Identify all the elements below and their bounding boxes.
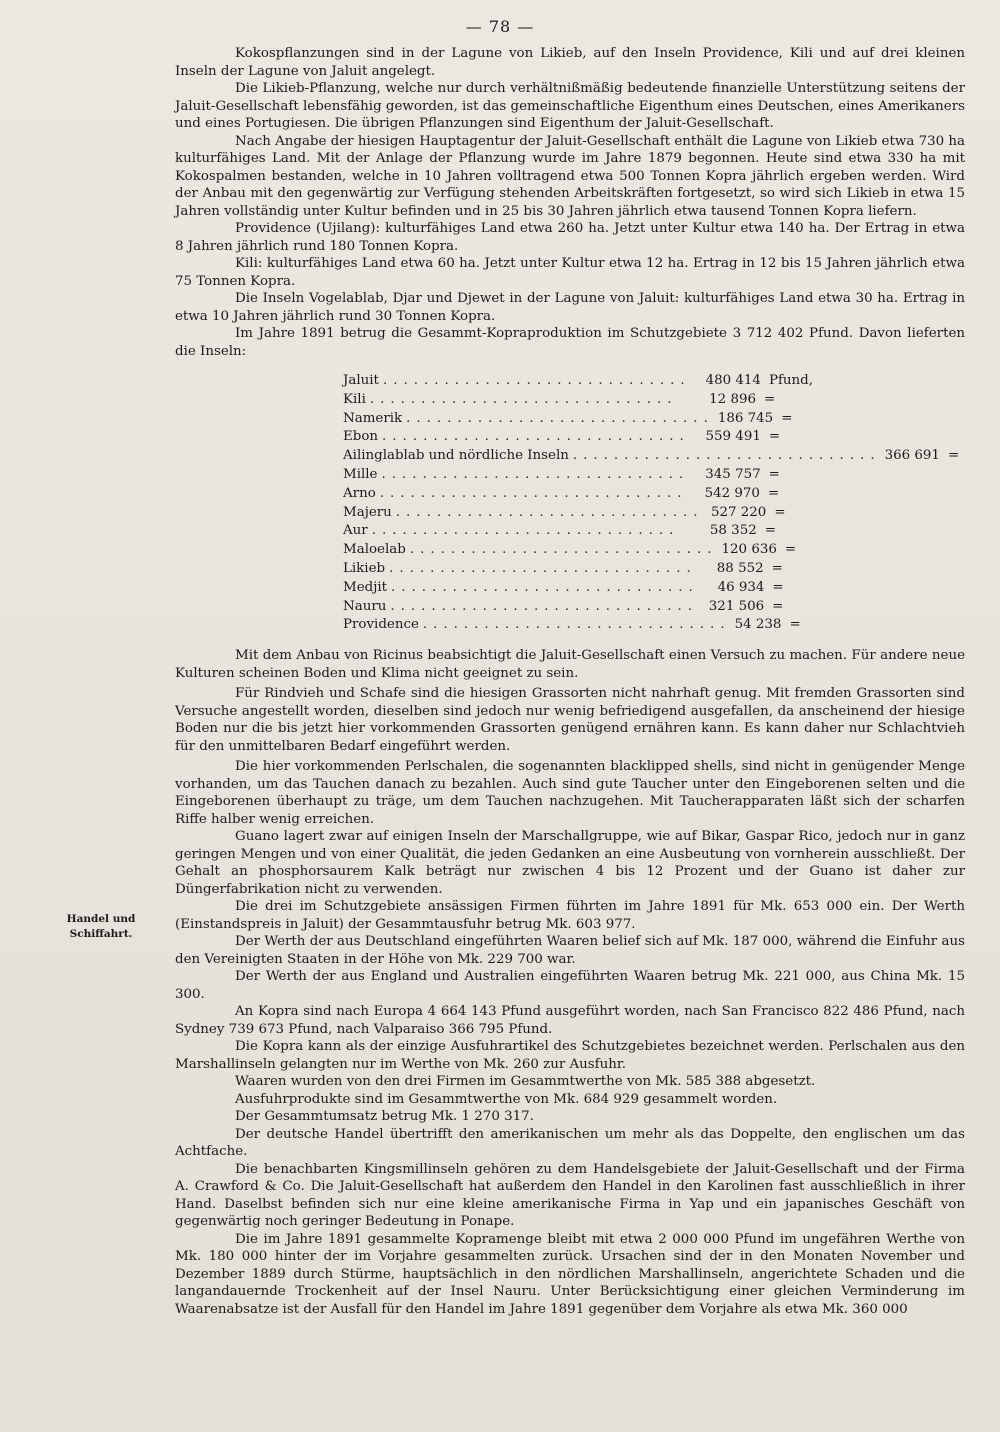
table-row: Medjit .............................. 46 934 = (343, 579, 813, 598)
island-value: 559 491 (705, 429, 761, 445)
unit-label: = (947, 448, 960, 464)
island-name: Ebon (343, 429, 379, 445)
paragraph: Der deutsche Handel übertrifft den amerikanischen um mehr als das Doppelte, den englischen um das Achtfache. (175, 1126, 965, 1160)
island-value: 366 691 (884, 448, 940, 464)
island-name: Maloelab (343, 542, 406, 558)
table-row: Arno .............................. 542 970 = (343, 485, 813, 504)
table-row: Ailinglablab und nördliche Inseln .............................. 366 691 = (343, 448, 960, 464)
island-value: 321 506 (708, 598, 765, 614)
unit-label: = (767, 485, 780, 501)
paragraph: Die hier vorkommenden Perlschalen, die sogenannten blacklipped shells, sind nicht in genügender Menge vorhanden, um das Tauchen danach zu bezahlen. Auch sind gute Taucher unter den Eingeborenen selten und die Eingeborenen überhaupt zu träge, um dem Tauchen nachzugehen. Mit Taucherapparaten läßt sich der scharfen Riffe halber wenig erreichen. (175, 759, 965, 827)
page-number: — 78 — (465, 17, 535, 36)
table-row: Ebon .............................. 559 491 = (343, 428, 813, 447)
paragraph: Für Rindvieh und Schafe sind die hiesigen Grassorten nicht nahrhaft genug. Mit fremden Grassorten sind Versuche angestellt worden, dieselben sind jedoch nur wenig befriedigend ausgefallen, da anscheinend der hiesige Boden nur die bis jetzt hier vorkommenden Grassorten genügend ernähren kann. Es kann daher nur Schlachtvieh für den unmittelbaren Bedarf eingeführt werden. (175, 686, 965, 754)
paragraph: Die Likieb-Pflanzung, welche nur durch verhältnißmäßig bedeutende finanzielle Unterstützung seitens der Jaluit-Gesellschaft lebensfähig geworden, ist das gemeinschaftliche Eigenthum eines Deutschen, eines Amerikaners und eines Portugiesen. Die übrigen Pflanzungen sind Eigenthum der Jaluit-Gesellschaft. (175, 81, 965, 131)
unit-label: = (772, 598, 784, 614)
table-row: Mille .............................. 345 757 = (343, 466, 813, 485)
table-row: Likieb .............................. 88 552 = (343, 560, 813, 579)
table-row: Providence .............................. 54 238 = (343, 616, 813, 635)
island-name: Kili (343, 391, 366, 407)
unit-label: = (768, 429, 781, 445)
table-row: Nauru .............................. 321 506 = (343, 598, 813, 617)
paragraph: Waaren wurden von den drei Firmen im Gesammtwerthe von Mk. 585 388 abgesetzt. (235, 1074, 816, 1090)
table-row: Kili .............................. 12 896 = (343, 391, 813, 410)
paragraph: Der Gesammtumsatz betrug Mk. 1 270 317. (235, 1109, 534, 1125)
paragraph: Die benachbarten Kingsmillinseln gehören zu dem Handelsgebiete der Jaluit-Gesellschaft und der Firma A. Crawford & Co. Die Jaluit-Gesellschaft hat außerdem den Handel in den Karolinen fast ausschließlich in ihrer Hand. Daselbst befinden sich nur eine kleine amerikanische Firma in Yap und ein japanisches Geschäft von gegenwärtig noch geringer Bedeutung in Ponape. (175, 1161, 965, 1230)
paragraph: Der Werth der aus Deutschland eingeführten Waaren belief sich auf Mk. 187 000, während die Einfuhr aus den Vereinigten Staaten in der Höhe von Mk. 229 700 war. (175, 934, 965, 967)
island-name: Providence (343, 617, 419, 633)
unit-label: = (789, 617, 801, 633)
table-row: Maloelab .............................. 120 636 = (343, 541, 813, 560)
island-value: 527 220 (710, 504, 767, 520)
paragraph: Ausfuhrprodukte sind im Gesammtwerthe von Mk. 684 929 gesammelt worden. (235, 1091, 778, 1107)
island-name: Aur (343, 523, 368, 539)
unit-label: = (764, 523, 776, 539)
island-name: Nauru (343, 598, 387, 614)
island-name: Arno (343, 485, 376, 501)
paragraph: Kokospflanzungen sind in der Lagune von Likieb, auf den Inseln Providence, Kili und auf drei kleinen Inseln der Lagune von Jaluit angelegt. (175, 46, 965, 79)
paragraph: Die Inseln Vogelablab, Djar und Djewet in der Lagune von Jaluit: kulturfähiges Land etwa 30 ha. Ertrag in etwa 10 Jahren jährlich rund 30 Tonnen Kopra. (175, 291, 965, 324)
island-name: Likieb (343, 560, 386, 576)
island-name: Mille (343, 466, 378, 482)
island-value: 480 414 (705, 373, 761, 388)
island-value: 58 352 (709, 523, 757, 539)
paragraph: Mit dem Anbau von Ricinus beabsichtigt die Jaluit-Gesellschaft einen Versuch zu machen. Für andere neue Kulturen scheinen Boden und Klima nicht geeignet zu sein. (175, 648, 965, 681)
kopra-production-table (343, 372, 960, 635)
paragraph: Die drei im Schutzgebiete ansässigen Firmen führten im Jahre 1891 für Mk. 653 000 ein. Der Werth (Einstandspreis in Jaluit) der Gesammtausfuhr betrug Mk. 603 977. (175, 899, 965, 932)
unit-label: = (771, 560, 783, 576)
island-name: Medjit (343, 579, 388, 595)
island-value: 88 552 (716, 560, 764, 576)
island-name: Ailinglablab und nördliche Inseln (343, 448, 569, 464)
unit-label: = (772, 579, 784, 595)
body-text (175, 45, 965, 1318)
island-value: 120 636 (721, 542, 777, 558)
island-name: Namerik (343, 410, 403, 426)
island-value: 46 934 (717, 579, 765, 595)
table-row: Majeru .............................. 527 220 = (343, 504, 813, 523)
paragraph: Die im Jahre 1891 gesammelte Kopramenge bleibt mit etwa 2 000 000 Pfund im ungefähren Werthe von Mk. 180 000 hinter der im Vorjahre gesammelten zurück. Ursachen sind der in den Monaten November und Dezember 1889 durch Stürme, hauptsächlich in den nördlichen Marshallinseln, angerichtete Schaden und die langandauernde Trockenheit auf der Insel Nauru. Unter Berücksichtigung einer gleichen Verminderung im Waarenabsatze ist der Ausfall für den Handel im Jahre 1891 gegenüber dem Vorjahre als etwa Mk. 360 000 (175, 1231, 965, 1317)
unit-label: = (764, 391, 776, 407)
island-value: 186 745 (717, 410, 774, 426)
paragraph: Guano lagert zwar auf einigen Inseln der Marschallgruppe, wie auf Bikar, Gaspar Rico, jedoch nur in ganz geringen Mengen und von einer Qualität, die jeden Gedanken an eine Ausbeutung von vornherein ausschließt. Der Gehalt an phosphorsaurem Kalk beträgt nur zwischen 4 bis 12 Prozent und der Guano ist daher zur Düngerfabrikation nicht zu verwenden. (175, 829, 965, 897)
island-value: 12 896 (709, 391, 757, 407)
island-value: 542 970 (704, 485, 760, 501)
margin-note: Handel und Schiffahrt. (66, 913, 136, 940)
paragraph: Kili: kulturfähiges Land etwa 60 ha. Jetzt unter Kultur etwa 12 ha. Ertrag in 12 bis 15 Jahren jährlich etwa 75 Tonnen Kopra. (175, 256, 965, 289)
unit-label: Pfund, (768, 373, 813, 388)
paragraph: Der Werth der aus England und Australien eingeführten Waaren betrug Mk. 221 000, aus China Mk. 15 300. (175, 969, 965, 1002)
paragraph: Providence (Ujilang): kulturfähiges Land etwa 260 ha. Jetzt unter Kultur etwa 140 ha. Der Ertrag in etwa 8 Jahren jährlich rund 180 Tonnen Kopra. (175, 221, 965, 254)
table-row: Jaluit .............................. 480 414 Pfund, (343, 373, 813, 388)
unit-label: = (781, 410, 793, 426)
unit-label: = (774, 504, 786, 520)
island-value: 345 757 (705, 466, 761, 482)
paragraph: Die Kopra kann als der einzige Ausfuhrartikel des Schutzgebietes bezeichnet werden. Perlschalen aus den Marshallinseln gelangten nur im Werthe von Mk. 260 zur Ausfuhr. (175, 1039, 965, 1072)
unit-label: = (768, 466, 780, 482)
island-name: Majeru (343, 504, 392, 520)
island-name: Jaluit (343, 373, 379, 388)
island-value: 54 238 (734, 617, 782, 633)
paragraph: An Kopra sind nach Europa 4 664 143 Pfund ausgeführt worden, nach San Francisco 822 486 Pfund, nach Sydney 739 673 Pfund, nach Valparaiso 366 795 Pfund. (175, 1004, 965, 1037)
table-row: Aur .............................. 58 352 = (343, 522, 813, 541)
paragraph: Im Jahre 1891 betrug die Gesammt-Kopraproduktion im Schutzgebiete 3 712 402 Pfund. Davon lieferten die Inseln: (175, 326, 965, 359)
unit-label: = (784, 542, 797, 558)
paragraph: Nach Angabe der hiesigen Hauptagentur der Jaluit-Gesellschaft enthält die Lagune von Likieb etwa 730 ha kulturfähiges Land. Mit der Anlage der Pflanzung wurde im Jahre 1879 begonnen. Heute sind etwa 330 ha mit Kokospalmen bestanden, welche in 10 Jahren volltragend etwa 500 Tonnen Kopra jährlich ergeben werden. Wird der Anbau mit den gegenwärtig zur Verfügung stehenden Arbeitskräften fortgesetzt, so wird sich Likieb in etwa 15 Jahren vollständig unter Kultur befinden und in 25 bis 30 Jahren jährlich etwa tausend Tonnen Kopra liefern. (175, 133, 965, 219)
table-row: Namerik .............................. 186 745 = (343, 410, 813, 429)
